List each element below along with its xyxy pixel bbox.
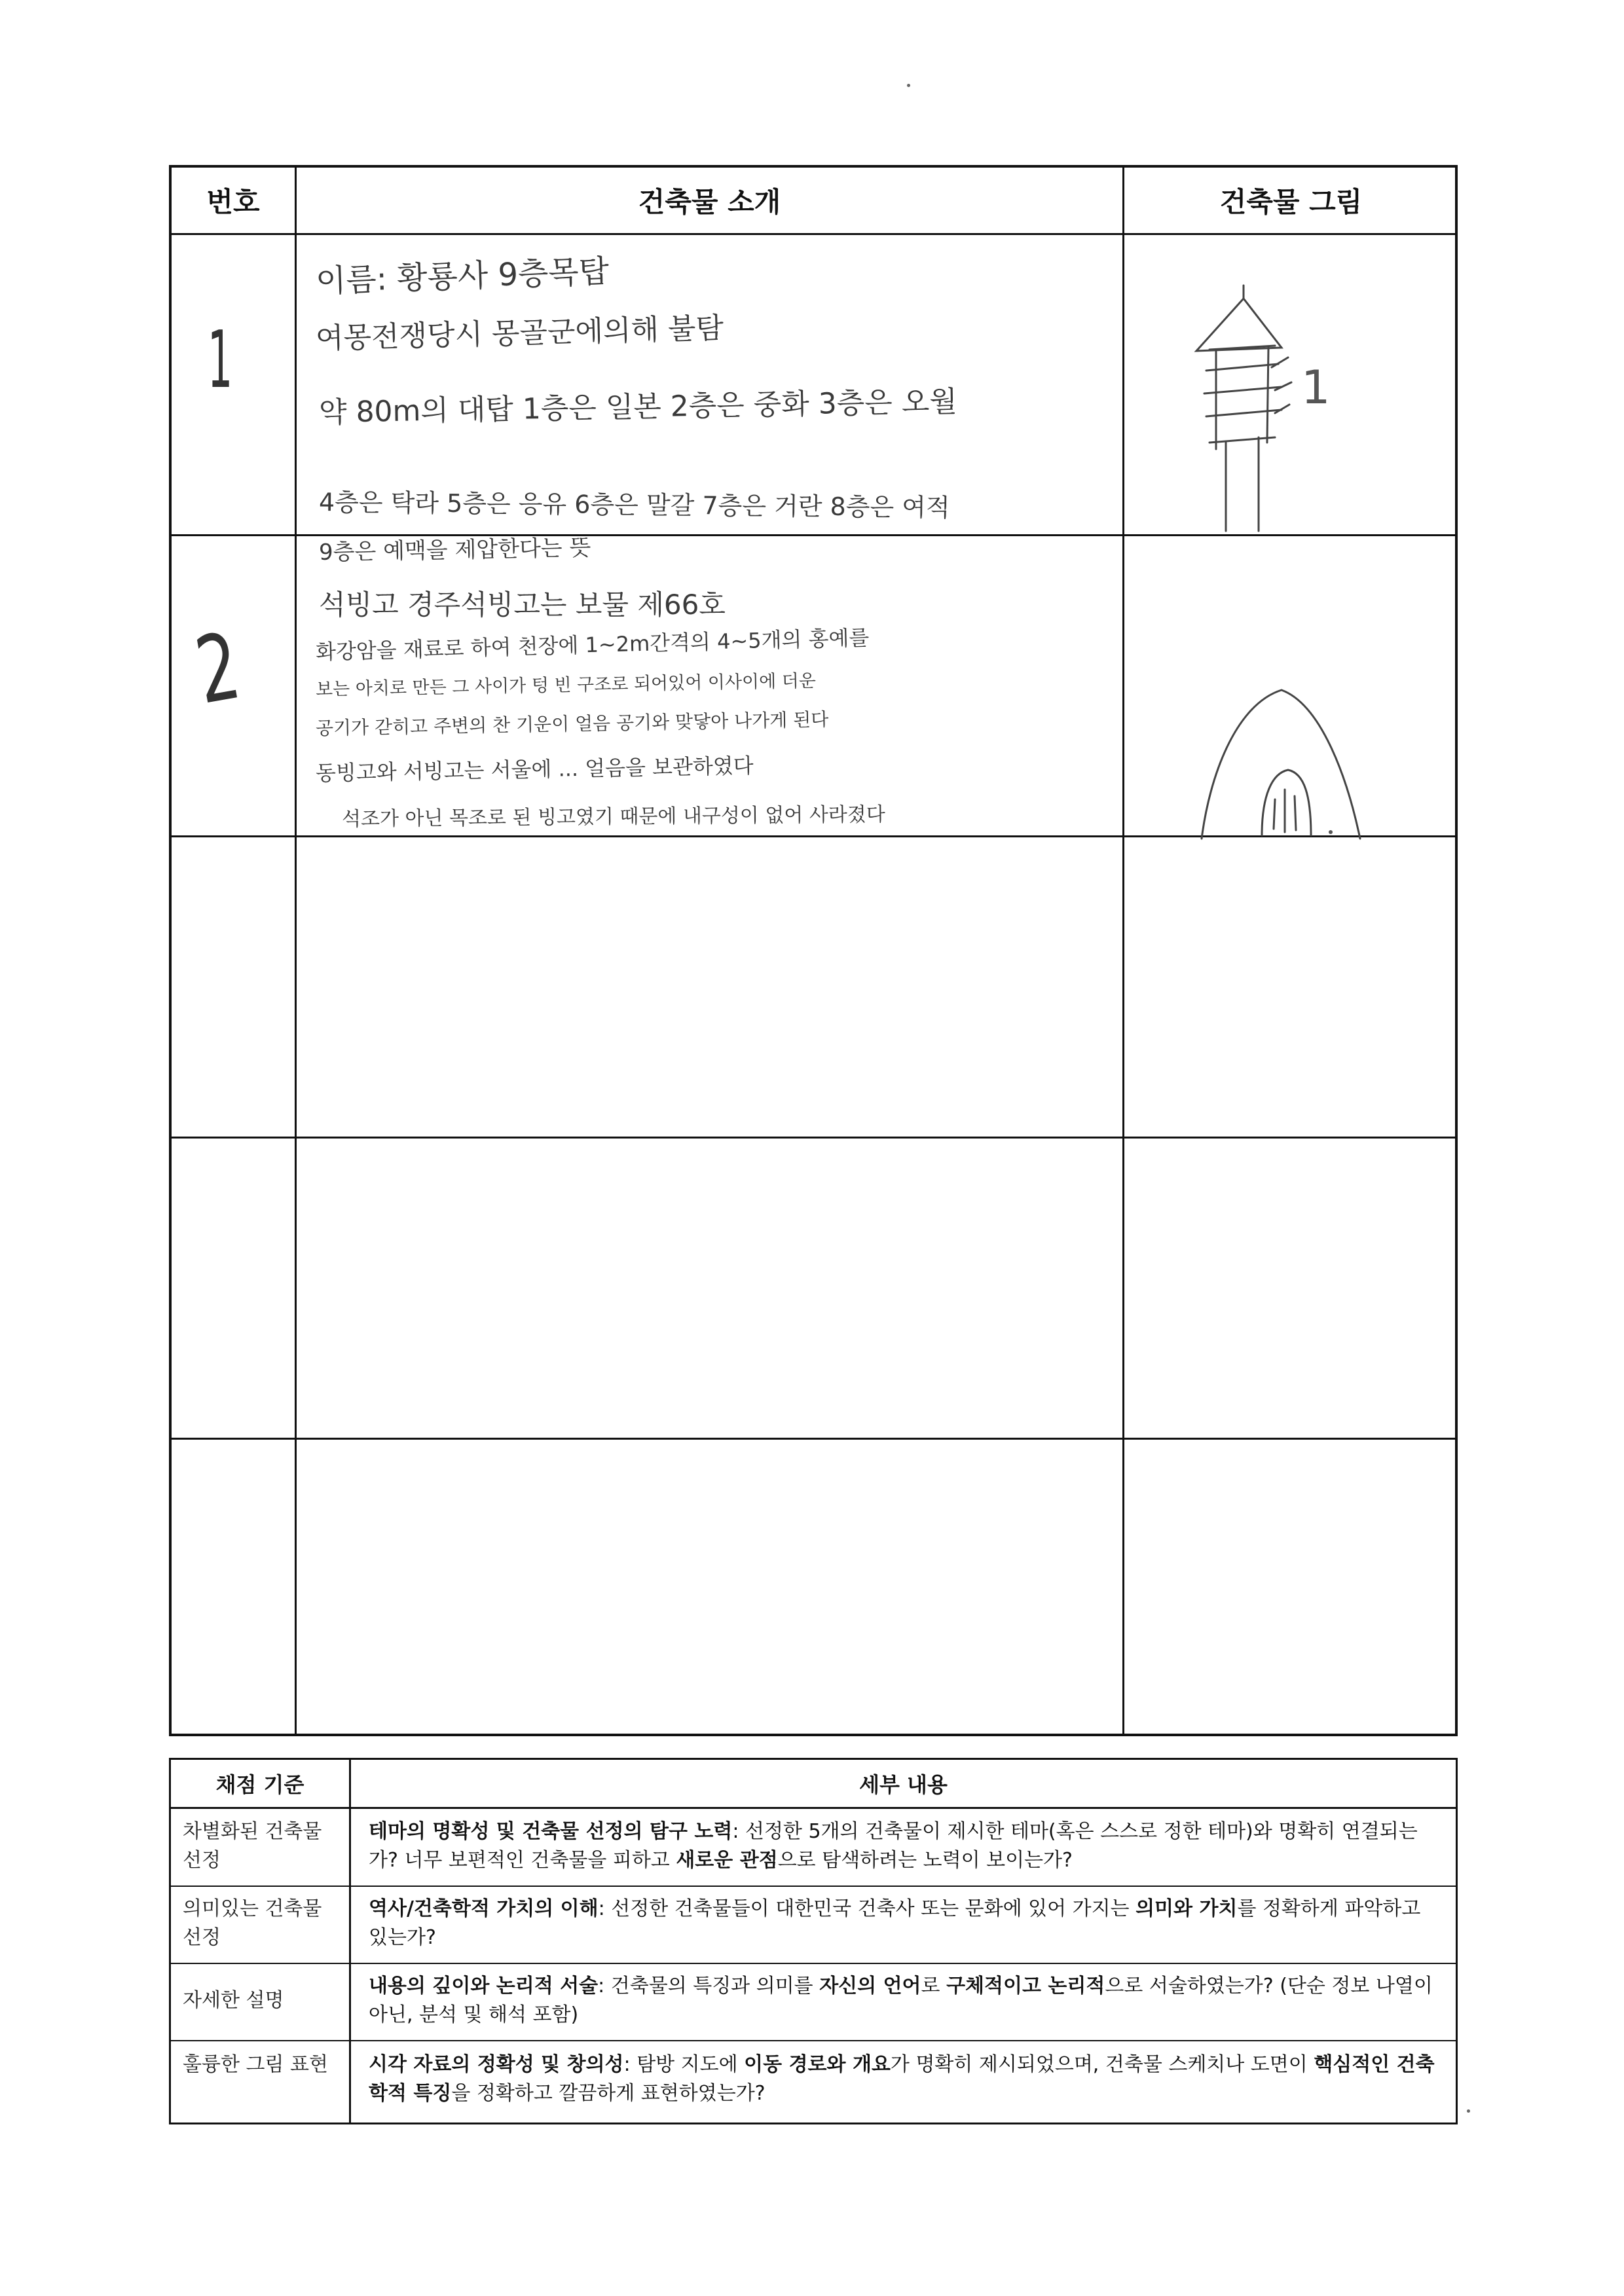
header-divider bbox=[172, 233, 1455, 235]
row-divider bbox=[172, 1137, 1455, 1139]
row-number: 1 bbox=[208, 315, 233, 406]
header-number: 번호 bbox=[206, 186, 260, 218]
column-divider bbox=[295, 168, 297, 1734]
rubric-criterion: 차별화된 건축물 선정 bbox=[183, 1820, 322, 1872]
row-divider bbox=[171, 1963, 1456, 1964]
rubric-header-criterion: 채점 기준 bbox=[215, 1772, 304, 1797]
rubric-criterion: 훌륭한 그림 표현 bbox=[183, 2053, 328, 2076]
handwritten-line: 9층은 예맥을 제압한다는 뜻 bbox=[318, 534, 591, 566]
handwritten-line: 약 80m의 대탑 1층은 일본 2층은 중화 3층은 오월 bbox=[318, 384, 958, 429]
worksheet-table bbox=[169, 165, 1458, 1736]
rubric-detail: 역사/건축학적 가치의 이해: 선정한 건축물들이 대한민국 건축사 또는 문화에 있어 가지는 의미와 가치를 정확하게 파악하고 있는가? bbox=[369, 1897, 1421, 1949]
handwritten-line: 4층은 탁라 5층은 응유 6층은 말갈 7층은 거란 8층은 여적 bbox=[318, 488, 950, 522]
rubric-criterion: 의미있는 건축물 선정 bbox=[183, 1897, 322, 1949]
rubric-header-detail: 세부 내용 bbox=[859, 1772, 948, 1797]
row-divider bbox=[172, 1438, 1455, 1440]
row-divider bbox=[171, 1886, 1456, 1887]
handwritten-line: 화강암을 재료로 하여 천장에 1~2m간격의 4~5개의 홍예를 bbox=[315, 625, 870, 665]
row-number: 2 bbox=[188, 613, 248, 725]
header-intro: 건축물 소개 bbox=[638, 186, 781, 218]
handwritten-line: 석빙고 경주석빙고는 보물 제66호 bbox=[319, 589, 726, 621]
handwritten-line: 보는 아치로 만든 그 사이가 텅 빈 구조로 되어있어 이사이에 더운 bbox=[315, 670, 817, 700]
header-divider bbox=[171, 1807, 1456, 1809]
handwritten-line: 여몽전쟁당시 몽골군에의해 불탐 bbox=[315, 311, 724, 355]
pagoda-sketch-icon bbox=[1190, 285, 1331, 541]
header-drawing: 건축물 그림 bbox=[1219, 186, 1363, 218]
handwritten-line: 동빙고와 서빙고는 서울에 ... 얼음을 보관하였다 bbox=[315, 753, 754, 786]
handwritten-line: 공기가 갇히고 주변의 찬 기운이 얼음 공기와 맞닿아 나가게 된다 bbox=[315, 708, 829, 739]
rubric-criterion: 자세한 설명 bbox=[183, 1989, 284, 2012]
column-divider bbox=[349, 1760, 351, 2123]
scan-speck bbox=[907, 84, 910, 87]
sketch-mark: 1 bbox=[1301, 361, 1331, 414]
handwritten-line: 석조가 아닌 목조로 된 빙고였기 때문에 내구성이 없어 사라졌다 bbox=[341, 803, 885, 831]
rubric-detail: 테마의 명확성 및 건축물 선정의 탐구 노력: 선정한 5개의 건축물이 제시한 테마(혹은 스스로 정한 테마)와 명확히 연결되는가? 너무 보편적인 건축물을 피하고 새로운 관점으로 탐색하려는 노력이 보이는가? bbox=[369, 1820, 1418, 1872]
ice-house-sketch-icon bbox=[1196, 685, 1419, 842]
rubric-detail: 내용의 깊이와 논리적 서술: 건축물의 특징과 의미를 자신의 언어로 구체적이고 논리적으로 서술하였는가? (단순 정보 나열이 아닌, 분석 및 해석 포함) bbox=[369, 1975, 1433, 2026]
rubric-table bbox=[169, 1758, 1458, 2124]
row-divider bbox=[171, 2040, 1456, 2041]
handwritten-line: 이름: 황룡사 9층목탑 bbox=[315, 253, 610, 300]
column-divider bbox=[1122, 168, 1124, 1734]
rubric-detail: 시각 자료의 정확성 및 창의성: 탐방 지도에 이동 경로와 개요가 명확히 제시되었으며, 건축물 스케치나 도면이 핵심적인 건축학적 특징을 정확하고 깔끔하게 표현하였는가? bbox=[369, 2053, 1435, 2105]
scan-speck bbox=[1467, 2109, 1470, 2113]
